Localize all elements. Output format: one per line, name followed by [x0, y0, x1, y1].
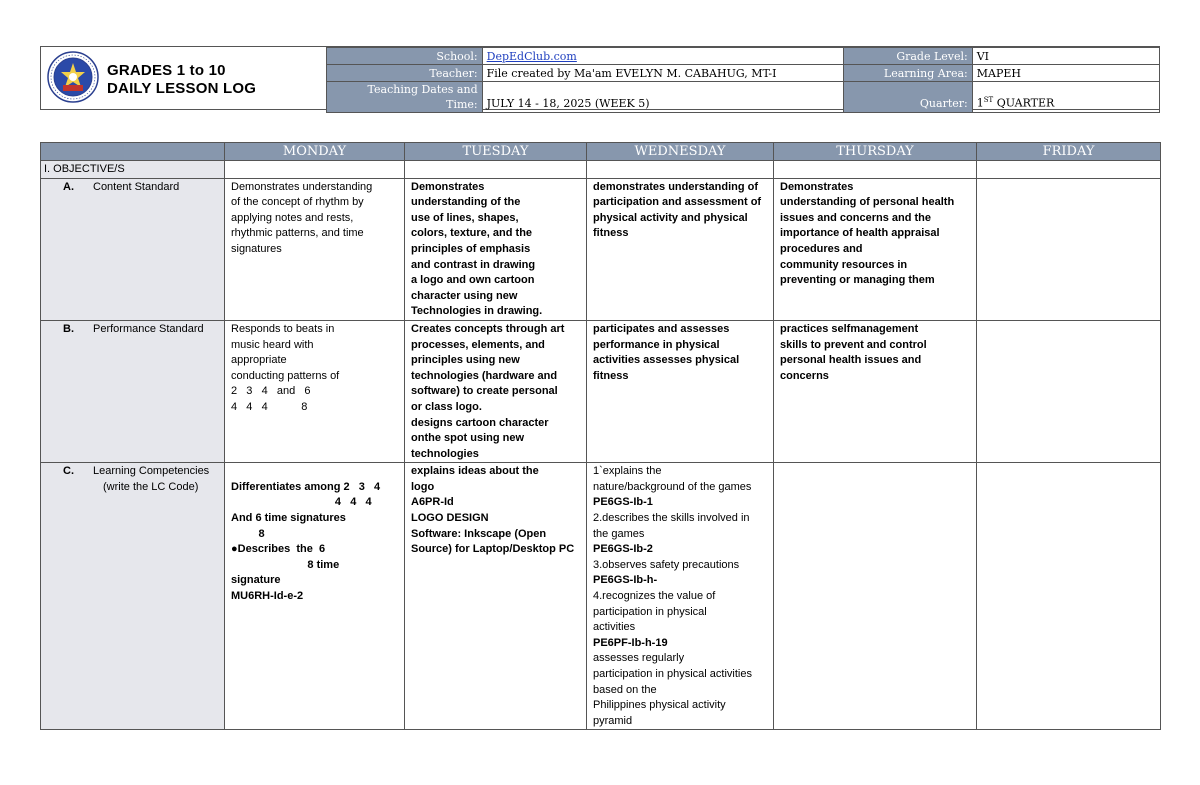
quarter-label: Quarter:	[844, 82, 973, 113]
cell-line: colors, texture, and the	[411, 227, 533, 240]
objectives-label: I. OBJECTIVE/S	[41, 161, 225, 179]
learning-area-label: Learning Area:	[844, 65, 973, 82]
school-info-table	[326, 47, 844, 113]
content-standard-wednesday	[587, 178, 774, 320]
cell-line: conducting patterns of	[231, 369, 340, 382]
content-standard-thursday	[774, 178, 977, 320]
school-link[interactable]: DepEdClub.com	[486, 49, 577, 63]
lesson-log-table	[40, 142, 1161, 730]
grade-value: VI	[972, 48, 1159, 65]
day-header-friday: FRIDAY	[977, 143, 1161, 161]
cell-line: signature	[231, 574, 281, 587]
cell-line: Responds to beats in	[231, 322, 335, 335]
cell-line: fitness	[593, 369, 629, 382]
grade-info-table	[843, 47, 1160, 113]
content-standard-friday	[977, 178, 1161, 320]
cell-line: PE6GS-Ib-2	[593, 543, 653, 556]
cell-line: issues and concerns and the	[780, 211, 931, 224]
cell-line: PE6PF-Ib-h-19	[593, 636, 668, 649]
day-header-wednesday: WEDNESDAY	[587, 143, 774, 161]
cell-line: processes, elements, and	[411, 338, 545, 351]
cell-line: use of lines, shapes,	[411, 211, 519, 224]
cell-line: Differentiates among 2 3 4	[231, 480, 381, 493]
quarter-value	[972, 82, 1159, 113]
objectives-cell-thursday	[774, 161, 977, 179]
cell-line: community resources in	[780, 258, 908, 271]
dates-value: JULY 14 - 18, 2025 (WEEK 5)	[482, 82, 843, 113]
school-label: School:	[327, 48, 483, 65]
performance-standard-wednesday	[587, 320, 774, 462]
cell-line: of the concept of rhythm by	[231, 196, 364, 209]
learning-competencies-row	[41, 463, 1161, 730]
cell-line: PE6GS-Ib-h-	[593, 574, 658, 587]
cell-line: preventing or managing them	[780, 274, 935, 287]
cell-line: participates and assesses	[593, 322, 730, 335]
day-header-monday: MONDAY	[225, 143, 405, 161]
cell-line: PE6GS-Ib-1	[593, 496, 653, 509]
cell-line: principles of emphasis	[411, 242, 531, 255]
document-title	[107, 62, 256, 98]
day-header-tuesday: TUESDAY	[405, 143, 587, 161]
cell-line: participation and assessment of	[593, 196, 762, 209]
objectives-cell-monday	[225, 161, 405, 179]
cell-line: procedures and	[780, 242, 863, 255]
cell-line: technologies	[411, 447, 479, 460]
cell-line: designs cartoon character	[411, 416, 549, 429]
learning-competencies-friday	[977, 463, 1161, 730]
cell-line: 3.observes safety precautions	[593, 558, 740, 571]
cell-line: 8	[231, 527, 265, 540]
performance-standard-label: Performance Standard	[93, 322, 204, 335]
cell-line: technologies (hardware and	[411, 369, 558, 382]
cell-line: assesses regularly	[593, 652, 685, 665]
performance-standard-tuesday	[405, 320, 587, 462]
cell-line: pyramid	[593, 714, 633, 727]
cell-line: 2.describes the skills involved in	[593, 512, 750, 525]
cell-line: Software: Inkscape (Open	[411, 527, 547, 540]
learning-competencies-tuesday	[405, 463, 587, 730]
cell-line: or class logo.	[411, 400, 482, 413]
quarter-word: QUARTER	[993, 97, 1055, 110]
cell-line: based on the	[593, 683, 657, 696]
cell-line: Demonstrates	[780, 180, 854, 193]
cell-line: Source) for Laptop/Desktop PC	[411, 543, 575, 556]
cell-line: signatures	[231, 242, 282, 255]
performance-standard-letter: B.	[63, 322, 74, 335]
teacher-label: Teacher:	[327, 65, 483, 82]
cell-line: 8 time	[231, 558, 340, 571]
teacher-value: File created by Ma'am EVELYN M. CABAHUG, MT-I	[482, 65, 843, 82]
dates-label-line2: Time:	[446, 98, 478, 111]
cell-line: rhythmic patterns, and time	[231, 227, 364, 240]
deped-seal-icon	[47, 51, 99, 103]
cell-line: 4.recognizes the value of	[593, 590, 716, 603]
cell-line: participation in physical	[593, 605, 707, 618]
performance-standard-label-cell	[41, 320, 225, 462]
cell-line: participation in physical activities	[593, 668, 752, 680]
performance-standard-friday	[977, 320, 1161, 462]
day-header-thursday: THURSDAY	[774, 143, 977, 161]
quarter-suffix: ST	[983, 96, 994, 105]
content-standard-label: Content Standard	[93, 180, 180, 193]
cell-line	[231, 464, 398, 480]
corner-header-cell	[41, 143, 225, 161]
cell-line: 4 4 4 8	[231, 400, 308, 413]
cell-line: 1`explains the	[593, 465, 662, 478]
cell-line: concerns	[780, 369, 829, 382]
cell-line: understanding of personal health	[780, 196, 955, 209]
cell-line: onthe spot using new	[411, 432, 525, 445]
cell-line: Technologies in drawing.	[411, 305, 543, 318]
cell-line: personal health issues and	[780, 354, 922, 367]
cell-line: practices selfmanagement	[780, 322, 919, 335]
grade-label: Grade Level:	[844, 48, 973, 65]
learning-competencies-wednesday	[587, 463, 774, 730]
cell-line: fitness	[593, 227, 629, 240]
cell-line: MU6RH-Id-e-2	[231, 590, 304, 603]
cell-line: ●Describes the 6	[231, 543, 326, 556]
objectives-cell-friday	[977, 161, 1161, 179]
cell-line: principles using new	[411, 354, 520, 367]
cell-line: Demonstrates understanding	[231, 180, 373, 193]
title-line-2: DAILY LESSON LOG	[107, 80, 257, 97]
cell-line: 2 3 4 and 6	[231, 385, 311, 398]
days-header-row	[41, 143, 1161, 161]
cell-line: character using new	[411, 289, 518, 302]
cell-line: logo	[411, 480, 435, 493]
cell-line: importance of health appraisal	[780, 227, 940, 240]
learning-competencies-letter: C.	[63, 465, 74, 478]
cell-line: applying notes and rests,	[231, 211, 354, 224]
cell-line: explains ideas about the	[411, 465, 539, 478]
dates-label-line1: Teaching Dates and	[367, 83, 478, 96]
learning-competencies-sublabel: (write the LC Code)	[103, 480, 199, 493]
cell-line: Creates concepts through art	[411, 322, 565, 335]
cell-line: activities assesses physical	[593, 354, 740, 367]
cell-line: And 6 time signatures	[231, 512, 346, 525]
cell-line: physical activity and physical	[593, 211, 748, 224]
learning-competencies-label-cell	[41, 463, 225, 730]
content-standard-letter: A.	[63, 180, 74, 193]
performance-standard-row	[41, 320, 1161, 462]
cell-line: performance in physical	[593, 338, 720, 351]
learning-competencies-label: Learning Competencies	[93, 465, 210, 478]
cell-line: activities	[593, 621, 636, 634]
cell-line: skills to prevent and control	[780, 338, 927, 351]
performance-standard-monday	[225, 320, 405, 462]
cell-line: appropriate	[231, 354, 287, 367]
objectives-cell-tuesday	[405, 161, 587, 179]
lesson-log-header	[40, 46, 1160, 110]
learning-competencies-monday	[225, 463, 405, 730]
learning-area-value: MAPEH	[972, 65, 1159, 82]
cell-line: A6PR-Id	[411, 496, 454, 509]
cell-line: demonstrates understanding of	[593, 180, 759, 193]
cell-line: a logo and own cartoon	[411, 274, 535, 287]
school-value	[482, 48, 843, 65]
cell-line: LOGO DESIGN	[411, 512, 489, 525]
cell-line: the games	[593, 527, 645, 540]
cell-line: Philippines physical activity	[593, 699, 726, 712]
quarter-number: 1	[976, 97, 984, 110]
cell-line: and contrast in drawing	[411, 258, 536, 271]
cell-line: software) to create personal	[411, 385, 558, 398]
objectives-row	[41, 161, 1161, 179]
content-standard-row	[41, 178, 1161, 320]
content-standard-monday	[225, 178, 405, 320]
cell-line: understanding of the	[411, 196, 521, 209]
cell-line: nature/background of the games	[593, 480, 752, 493]
learning-competencies-thursday	[774, 463, 977, 730]
content-standard-label-cell	[41, 178, 225, 320]
performance-standard-thursday	[774, 320, 977, 462]
dates-label	[327, 82, 483, 113]
objectives-cell-wednesday	[587, 161, 774, 179]
content-standard-tuesday	[405, 178, 587, 320]
cell-line: Demonstrates	[411, 180, 485, 193]
cell-line: 4 4 4	[231, 496, 372, 509]
cell-line: music heard with	[231, 338, 314, 351]
title-line-1: GRADES 1 to 10	[107, 62, 226, 79]
